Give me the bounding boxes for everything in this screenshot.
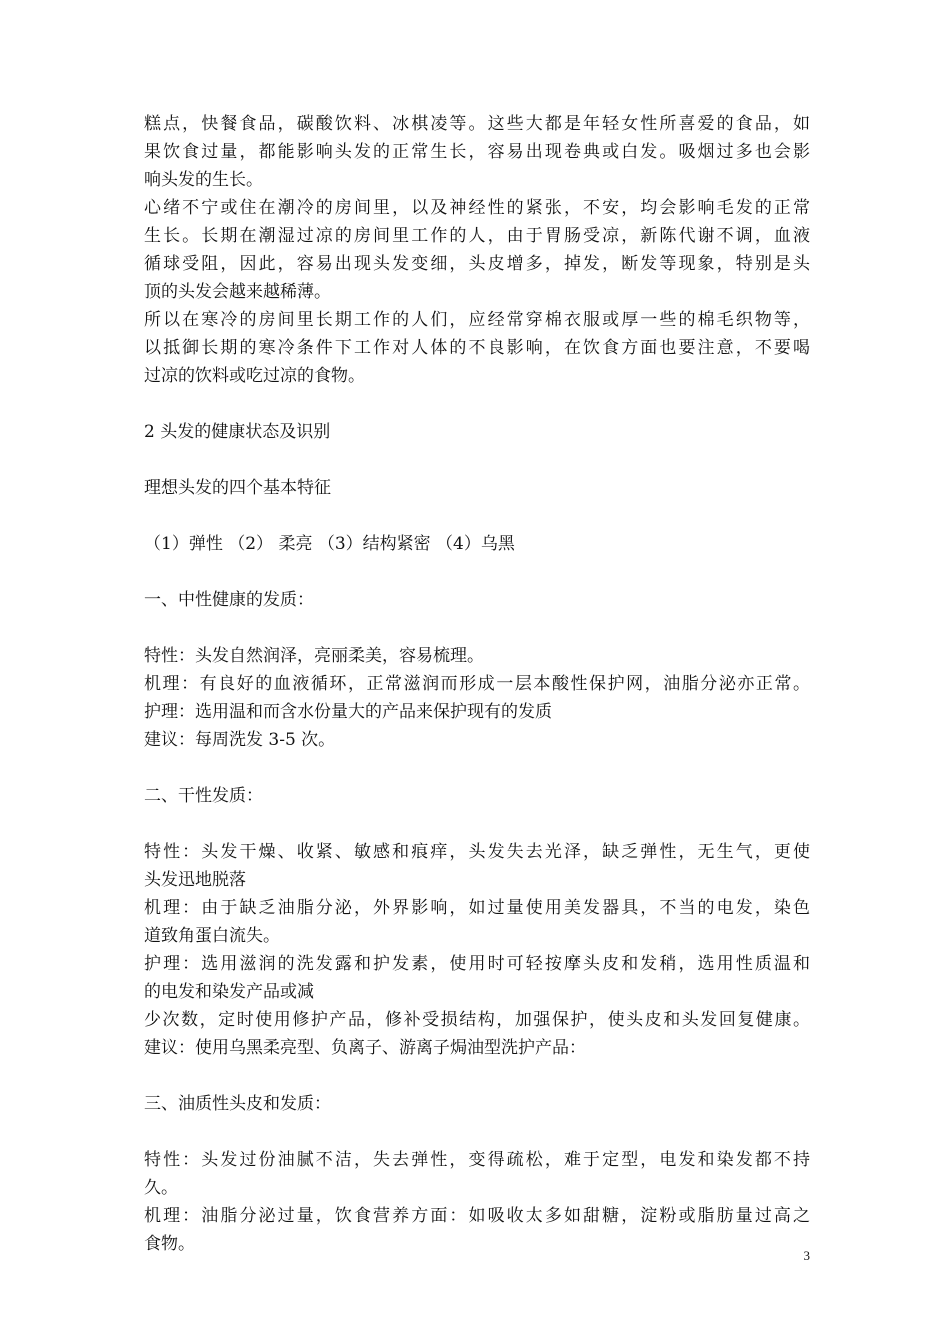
blank-line bbox=[144, 502, 810, 530]
text-line: 久。 bbox=[144, 1178, 178, 1198]
blank-line bbox=[144, 1118, 810, 1146]
text-line: 道致角蛋白流失。 bbox=[144, 926, 280, 946]
text-line: 特性：头发干燥、收紧、敏感和痕痒，头发失去光泽，缺乏弹性，无生气，更使 bbox=[144, 842, 810, 862]
blank-line bbox=[144, 614, 810, 642]
page-number: 3 bbox=[803, 1248, 810, 1263]
text-line: （1）弹性 （2） 柔亮 （3）结构紧密 （4）乌黑 bbox=[144, 534, 515, 554]
document-body bbox=[144, 110, 810, 1258]
text-line: 食物。 bbox=[144, 1234, 195, 1254]
text-line: 循球受阻，因此，容易出现头发变细，头皮增多，掉发，断发等现象，特别是头 bbox=[144, 254, 810, 274]
blank-line bbox=[144, 754, 810, 782]
text-line: 护理：选用温和而含水份量大的产品来保护现有的发质 bbox=[144, 702, 552, 722]
blank-line bbox=[144, 1062, 810, 1090]
text-line: 二、干性发质： bbox=[144, 786, 263, 806]
text-line: 头发迅地脱落 bbox=[144, 870, 246, 890]
blank-line bbox=[144, 446, 810, 474]
text-line: 顶的头发会越来越稀薄。 bbox=[144, 282, 331, 302]
text-line: 过凉的饮料或吃过凉的食物。 bbox=[144, 366, 365, 386]
text-line: 理想头发的四个基本特征 bbox=[144, 478, 331, 498]
text-line: 果饮食过量，都能影响头发的正常生长，容易出现卷典或白发。吸烟过多也会影 bbox=[144, 142, 810, 162]
blank-line bbox=[144, 558, 810, 586]
text-line: 三、油质性头皮和发质： bbox=[144, 1094, 331, 1114]
text-line: 机理：有良好的血液循环，正常滋润而形成一层本酸性保护网，油脂分泌亦正常。 bbox=[144, 674, 810, 694]
text-line: 所以在寒冷的房间里长期工作的人们，应经常穿棉衣服或厚一些的棉毛织物等， bbox=[144, 310, 810, 330]
text-line: 糕点，快餐食品，碳酸饮料、冰棋凌等。这些大都是年轻女性所喜爱的食品，如 bbox=[144, 114, 810, 134]
text-line: 特性：头发过份油腻不洁，失去弹性，变得疏松，难于定型，电发和染发都不持 bbox=[144, 1150, 810, 1170]
text-line: 一、中性健康的发质： bbox=[144, 590, 314, 610]
text-line: 心绪不宁或住在潮冷的房间里，以及神经性的紧张，不安，均会影响毛发的正常 bbox=[144, 198, 810, 218]
text-line: 的电发和染发产品或减 bbox=[144, 982, 314, 1002]
blank-line bbox=[144, 390, 810, 418]
text-line: 护理：选用滋润的洗发露和护发素，使用时可轻按摩头皮和发稍，选用性质温和 bbox=[144, 954, 810, 974]
text-line: 少次数，定时使用修护产品，修补受损结构，加强保护，使头皮和头发回复健康。 bbox=[144, 1010, 810, 1030]
text-line: 响头发的生长。 bbox=[144, 170, 263, 190]
text-line: 生长。长期在潮湿过凉的房间里工作的人，由于胃肠受凉，新陈代谢不调，血液 bbox=[144, 226, 810, 246]
text-line: 机理：由于缺乏油脂分泌，外界影响，如过量使用美发器具，不当的电发，染色 bbox=[144, 898, 810, 918]
blank-line bbox=[144, 810, 810, 838]
text-line: 以抵御长期的寒冷条件下工作对人体的不良影响，在饮食方面也要注意，不要喝 bbox=[144, 338, 810, 358]
text-line: 特性：头发自然润泽，亮丽柔美，容易梳理。 bbox=[144, 646, 484, 666]
text-line: 建议：每周洗发 3-5 次。 bbox=[144, 730, 336, 750]
text-line: 建议：使用乌黑柔亮型、负离子、游离子焗油型洗护产品： bbox=[144, 1038, 586, 1058]
text-line: 2 头发的健康状态及识别 bbox=[144, 422, 331, 442]
text-line: 机理：油脂分泌过量，饮食营养方面：如吸收太多如甜糖，淀粉或脂肪量过高之 bbox=[144, 1206, 810, 1226]
